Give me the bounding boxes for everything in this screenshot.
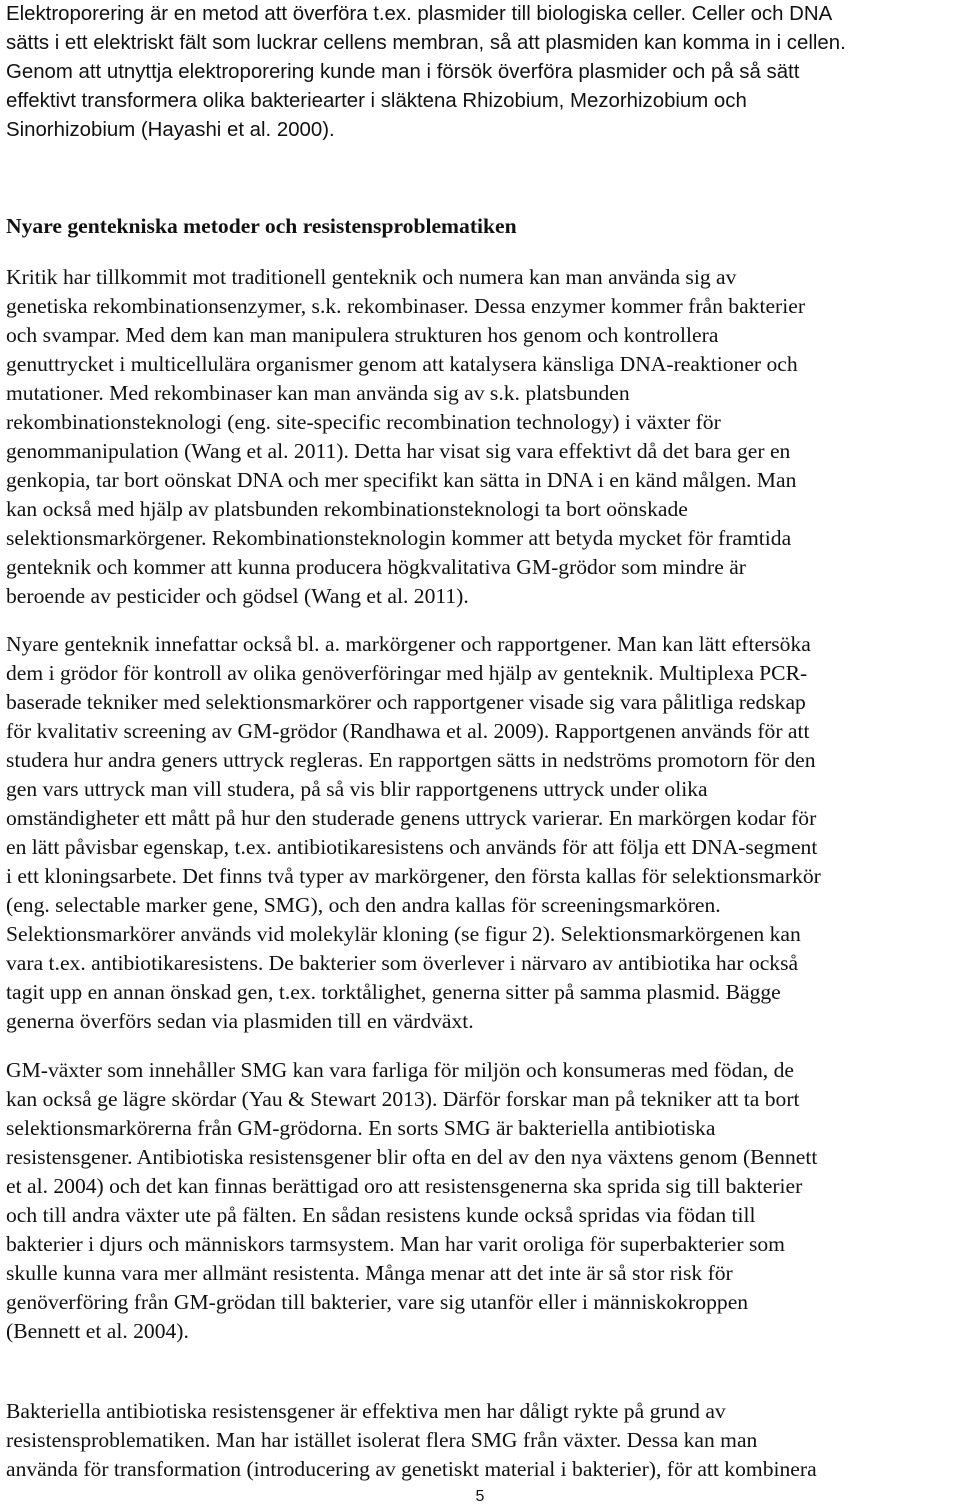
section-heading: Nyare gentekniska metoder och resistensproblematiken: [6, 214, 517, 238]
intro-paragraph: Elektroporering är en metod att överföra t.ex. plasmider till biologiska celler. Celler och DNA sätts i ett elektriskt fält som luckrar cellens membran, så att plasmiden kan komma in i cellen. Genom att utnyttja elektroporering kunde man i försök överföra plasmider och på så sätt effektivt transformera olika bakteriearter i släktena Rhizobium, Mezorhizobium och Sinorhizobium (Hayashi et al. 2000).: [6, 3, 846, 141]
body-paragraph-marker-genes: Nyare genteknik innefattar också bl. a. markörgener och rapportgener. Man kan lätt eftersöka dem i grödor för kontroll av olika genöverföringar med hjälp av genteknik. Multiplexa PCR- baserade tekniker med selektionsmarkörer och rapportgener visade sig vara pålitliga redskap för kvalitativ screening av GM-grödor (Randhawa et al. 2009). Rapportgenen används för att studera hur andra geners uttryck regleras. En rapportgen sätts in nedströms promotorn för den gen vars uttryck man vill studera, på så vis blir rapportgenens uttryck under olika omständigheter ett mått på hur den studerade genens uttryck varierar. En markörgen kodar för en lätt påvisbar egenskap, t.ex. antibiotikaresistens och används för att följa ett DNA-segment i ett kloningsarbete. Det finns två typer av markörgener, den första kallas för selektionsmarkör (eng. selectable marker gene, SMG), och den andra kallas för screeningsmarkören. Selektionsmarkörer används vid molekylär kloning (se figur 2). Selektionsmarkörgenen kan vara t.ex. antibiotikaresistens. De bakterier som överlever i närvaro av antibiotika har också tagit upp en annan önskad gen, t.ex. torktålighet, generna sitter på samma plasmid. Bägge generna överförs sedan via plasmiden till en värdväxt.: [6, 632, 821, 1033]
body-paragraph-gm-plants: GM-växter som innehåller SMG kan vara farliga för miljön och konsumeras med födan, de kan också ge lägre skördar (Yau & Stewart 2013). Därför forskar man på tekniker att ta bort selektionsmarkörerna från GM-grödorna. En sorts SMG är bakteriella antibiotiska resistensgener. Antibiotiska resistensgener blir ofta en del av den nya växtens genom (Bennett et al. 2004) och det kan finnas berättigad oro att resistensgenerna ska sprida sig till bakterier och till andra växter ute på fälten. En sådan resistens kunde också spridas via födan till bakterier i djurs och människors tarmsystem. Man har varit oroliga för superbakterier som skulle kunna vara mer allmänt resistenta. Många menar att det inte är så stor risk för genöverföring från GM-grödan till bakterier, vare sig utanför eller i människokroppen (Bennett et al. 2004).: [6, 1058, 818, 1343]
body-paragraph-recombinases: Kritik har tillkommit mot traditionell genteknik och numera kan man använda sig av genetiska rekombinationsenzymer, s.k. rekombinaser. Dessa enzymer kommer från bakterier och svampar. Med dem kan man manipulera strukturen hos genom och kontrollera genuttrycket i multicellulära organismer genom att katalysera känsliga DNA-reaktioner och mutationer. Med rekombinaser kan man använda sig av s.k. platsbunden rekombinationsteknologi (eng. site-specific recombination technology) i växter för genommanipulation (Wang et al. 2011). Detta har visat sig vara effektivt då det bara ger en genkopia, tar bort oönskat DNA och mer specifikt kan sätta in DNA i en känd målgen. Man kan också med hjälp av platsbunden rekombinationsteknologi ta bort oönskade selektionsmarkörgener. Rekombinationsteknologin kommer att betyda mycket för framtida genteknik och kommer att kunna producera högkvalitativa GM-grödor som mindre är beroende av pesticider och gödsel (Wang et al. 2011).: [6, 265, 806, 608]
body-paragraph-antibiotic-resistance: Bakteriella antibiotiska resistensgener är effektiva men har dåligt rykte på grund av resistensproblematiken. Man har istället isolerat flera SMG från växter. Dessa kan man använda för transformation (introducering av genetiskt material i bakterier), för att kombinera: [6, 1399, 817, 1481]
page-number: 5: [475, 1488, 485, 1505]
